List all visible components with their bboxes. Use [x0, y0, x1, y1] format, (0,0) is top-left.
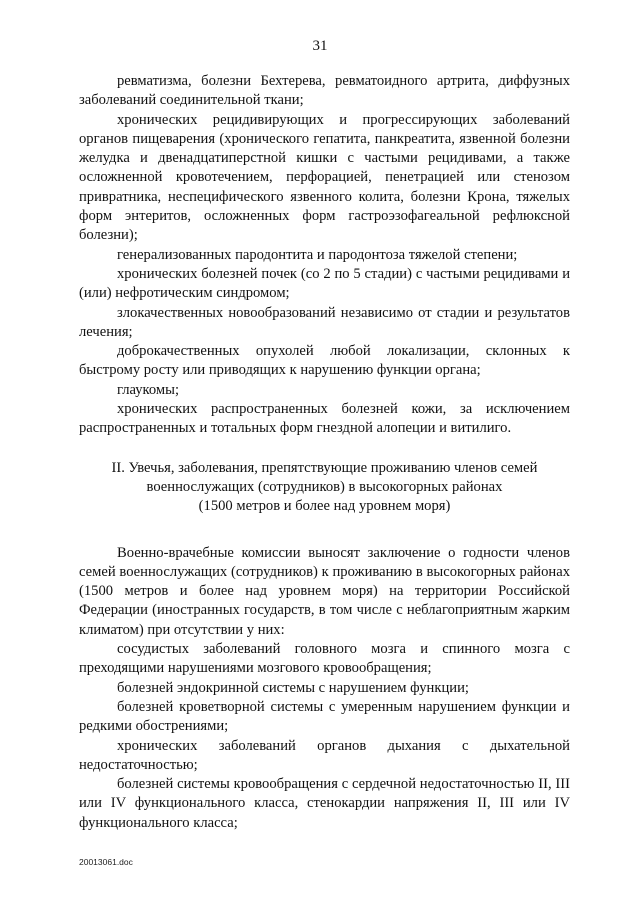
paragraph-commission: Военно-врачебные комиссии выносят заключение о годности членов семей военнослужащих (сотрудников) к проживанию в высокогорных районах (1500 метров и более над уровнем моря) на территории Российской Федерации (иностранных государств, в том числе с неблагоприятным жарким климатом) при отсутствии у них:: [79, 544, 570, 638]
paragraph-malignant: злокачественных новообразований независимо от стадии и результатов лечения;: [79, 304, 570, 340]
heading-line-1: II. Увечья, заболевания, препятствующие проживанию членов семей: [111, 459, 538, 476]
heading-line-2: военнослужащих (сотрудников) в высокогорных районах: [146, 478, 503, 495]
paragraph-circulatory: болезней системы кровообращения с сердечной недостаточностью II, III или IV функционального класса, стенокардии напряжения II, III или IV функционального класса;: [79, 776, 570, 831]
page-number: 31: [312, 38, 328, 54]
paragraph-periodontitis: генерализованных пародонтита и пародонтоза тяжелой степени;: [117, 246, 518, 263]
paragraph-endocrine: болезней эндокринной системы с нарушением функции;: [117, 679, 469, 696]
footer-file-code: 20013061.doc: [79, 857, 133, 867]
document-body: [79, 72, 570, 833]
paragraph-kidney: хронических болезней почек (со 2 по 5 стадии) с частыми рецидивами и (или) нефротическим синдромом;: [79, 265, 570, 302]
paragraph-respiratory: хронических заболеваний органов дыхания с дыхательной недостаточностью;: [79, 737, 570, 773]
paragraph-digestive: хронических рецидивирующих и прогрессирующих заболеваний органов пищеварения (хронического гепатита, панкреатита, язвенной болезни желудка и двенадцатиперстной кишки с частыми рецидивами, а также осложненной кровотечением, перфорацией, пенетрацией или стенозом привратника, неспецифического язвенного колита, болезни Крона, тяжелых форм энтеритов, осложненных форм гастроэзофагеальной рефлюксной болезни);: [79, 111, 570, 244]
paragraph-skin: хронических распространенных болезней кожи, за исключением распространенных и тотальных форм гнездной алопеции и витилиго.: [79, 401, 570, 437]
heading-line-3: (1500 метров и более над уровнем моря): [198, 498, 451, 515]
paragraph-benign-tumors: доброкачественных опухолей любой локализации, склонных к быстрому росту или приводящих к нарушению функции органа;: [79, 343, 570, 379]
section-heading: [79, 459, 570, 517]
paragraph-hematopoietic: болезней кроветворной системы с умеренным нарушением функции и редкими обострениями;: [79, 698, 570, 735]
spacer: [79, 517, 570, 544]
paragraph-rheumatism: ревматизма, болезни Бехтерева, ревматоидного артрита, диффузных заболеваний соединительной ткани;: [79, 73, 570, 109]
paragraph-glaucoma: глаукомы;: [117, 381, 180, 398]
paragraph-vascular: сосудистых заболеваний головного мозга и спинного мозга с преходящими нарушениями мозгового кровообращения;: [79, 641, 570, 677]
